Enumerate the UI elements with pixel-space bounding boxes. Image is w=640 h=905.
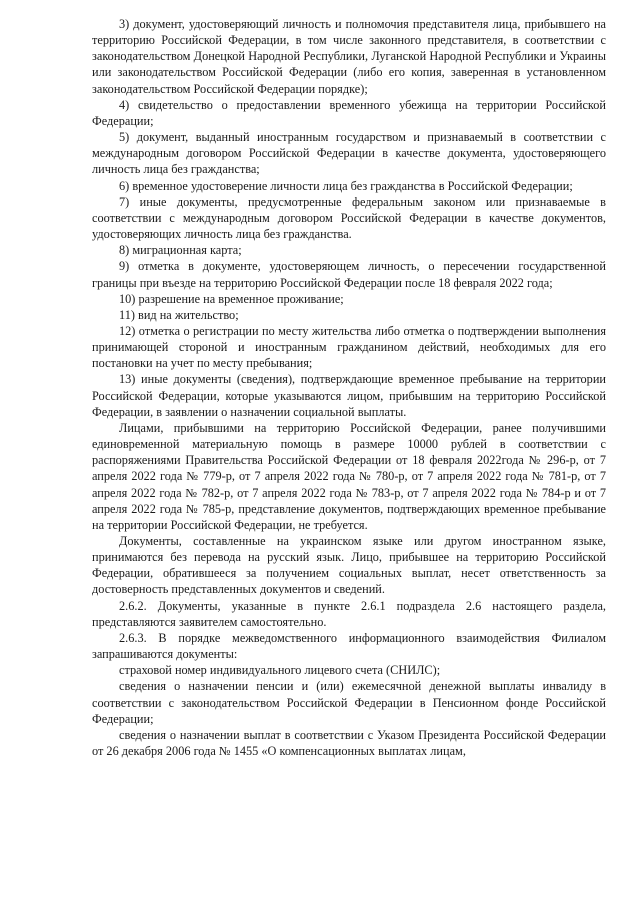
paragraph: Документы, составленные на украинском языке или другом иностранном языке, принимаются без перевода на русский язык. Лицо, прибывшее на территорию Российской Федерации, обратившееся за получением социальных выплат, несет ответственность за достоверность представленных документов и сведений. <box>92 534 606 597</box>
paragraph: 3) документ, удостоверяющий личность и полномочия представителя лица, прибывшего на территорию Российской Федерации, в том числе законного представителя, в соответствии с законодательством Донецкой Народной Республики, Луганской Народной Республики и Украины или законодательством Российской Федерации (либо его копия, заверенная в установленном законодательством Российской Федерации порядке); <box>92 17 606 96</box>
paragraph: сведения о назначении выплат в соответствии с Указом Президента Российской Федерации от 26 декабря 2006 года № 1455 «О компенсационных выплатах лицам, <box>92 727 606 759</box>
paragraph: страховой номер индивидуального лицевого счета (СНИЛС); <box>119 663 441 678</box>
paragraph: сведения о назначении пенсии и (или) ежемесячной денежной выплаты инвалиду в соответствии с законодательством Российской Федерации в Пенсионном фонде Российской Федерации; <box>92 679 606 726</box>
paragraph: 11) вид на жительство; <box>119 307 239 322</box>
paragraph: 2.6.3. В порядке межведомственного информационного взаимодействия Филиалом запрашиваются документы: <box>92 630 606 662</box>
paragraph: 2.6.2. Документы, указанные в пункте 2.6.1 подраздела 2.6 настоящего раздела, представляются заявителем самостоятельно. <box>92 598 606 629</box>
paragraph: 13) иные документы (сведения), подтверждающие временное пребывание на территории Российской Федерации, которые указываются лицом, прибывшим на территорию Российской Федерации, в заявлении о назначении социальной выплаты. <box>92 372 606 419</box>
paragraph: 6) временное удостоверение личности лица без гражданства в Российской Федерации; <box>119 178 573 193</box>
paragraph: 9) отметка в документе, удостоверяющем личность, о пересечении государственной границы при въезде на территорию Российской Федерации после 18 февраля 2022 года; <box>92 259 606 290</box>
paragraph: Лицами, прибывшими на территорию Российской Федерации, ранее получившими единовременной материальную помощь в размере 10000 рублей в соответствии с распоряжениями Правительства Российской Федерации от 18 февраля 2022года № 296-р, от 7 апреля 2022 года № 779-р, от 7 апреля 2022 года № 780-р, от 7 апреля 2022 года № 781-р, от 7 апреля 2022 года № 782-р, от 7 апреля 2022 года № 783-р, от 7 апреля 2022 года № 784-р и от 7 апреля 2022 года № 785-р, представление документов, подтверждающих временное пребывание на территории Российской Федерации, не требуется. <box>92 420 606 532</box>
paragraph: 4) свидетельство о предоставлении временного убежища на территории Российской Федерации; <box>92 97 606 128</box>
paragraph: 10) разрешение на временное проживание; <box>119 291 344 306</box>
paragraph: 8) миграционная карта; <box>119 243 242 258</box>
paragraph: 12) отметка о регистрации по месту жительства либо отметка о подтверждении выполнения принимающей стороной и иностранным гражданином действий, необходимых для его постановки на учет по месту пребывания; <box>92 323 606 371</box>
paragraph: 7) иные документы, предусмотренные федеральным законом или признаваемые в соответствии с международным договором Российской Федерации в качестве документов, удостоверяющих личность лица без гражданства. <box>92 194 606 242</box>
document-page <box>92 16 606 759</box>
paragraph: 5) документ, выданный иностранным государством и признаваемый в соответствии с международным договором Российской Федерации в качестве документа, удостоверяющего личность лица без гражданства; <box>92 130 606 177</box>
